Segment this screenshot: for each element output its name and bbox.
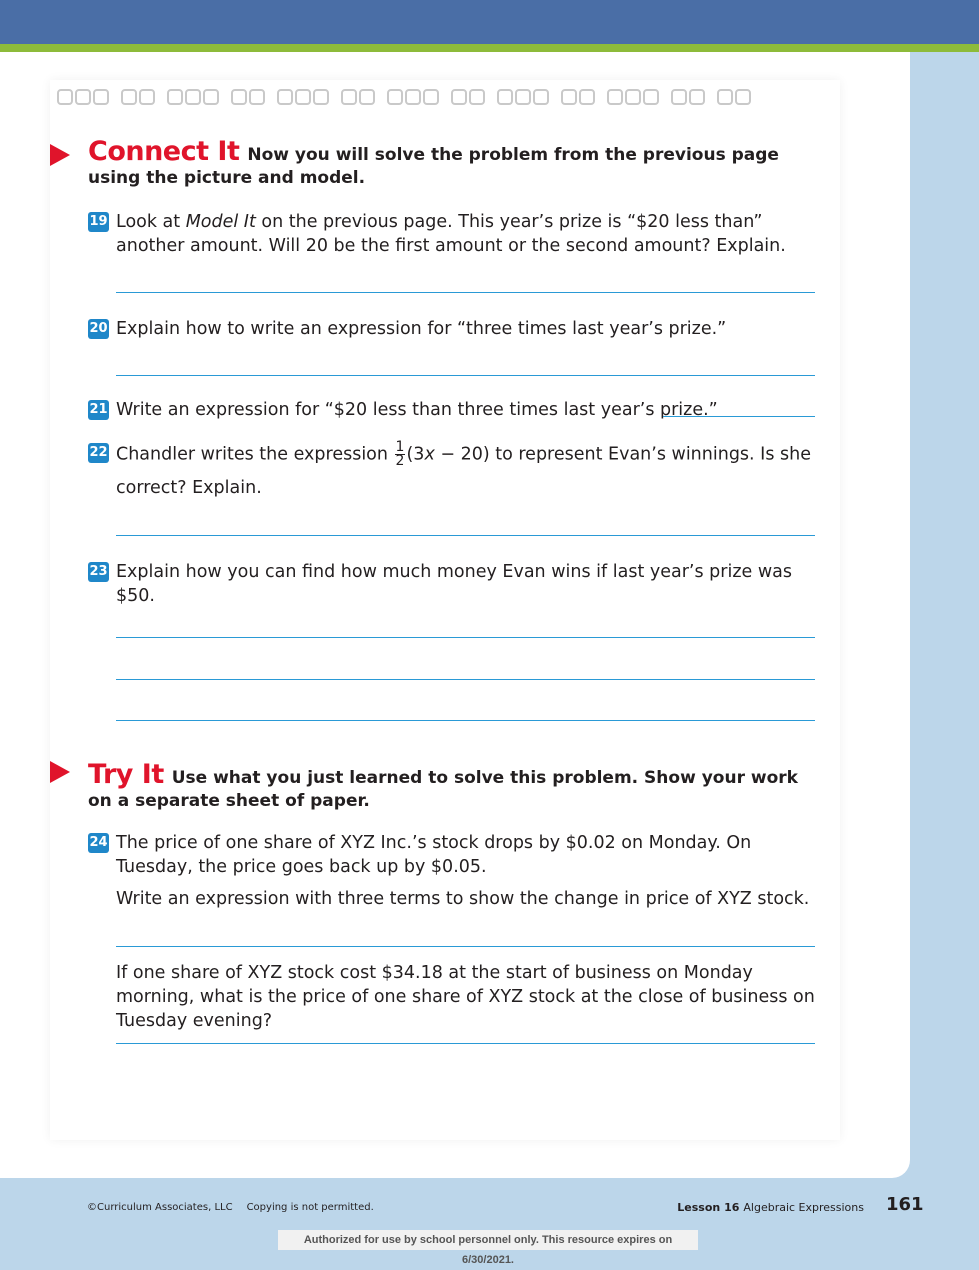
expression-variable: x [424, 444, 435, 465]
fraction-numerator: 1 [395, 439, 405, 455]
question-number-20: 20 [88, 319, 109, 339]
spiral-ring [204, 90, 218, 104]
question-19-model-it: Model It [185, 212, 256, 232]
fraction-denominator: 2 [395, 453, 405, 469]
question-23-text: Explain how you can find how much money Evan wins if last year’s prize was $50. [116, 562, 792, 606]
spiral-ring [278, 90, 292, 104]
footer-lesson [677, 1201, 864, 1214]
answer-line-21[interactable] [663, 416, 815, 417]
spiral-ring [296, 90, 310, 104]
spiral-ring [140, 90, 154, 104]
spiral-ring [342, 90, 356, 104]
header-stripe [0, 44, 979, 52]
page-number: 161 [886, 1194, 924, 1215]
answer-line-19[interactable] [116, 292, 815, 293]
connect-it-intro: Now you will solve the problem from the previous page using the picture and model. [88, 145, 779, 188]
spiral-ring [644, 90, 658, 104]
answer-line-23b[interactable] [116, 679, 815, 680]
answer-line-22[interactable] [116, 535, 815, 536]
spiral-ring [122, 90, 136, 104]
fraction-one-half [395, 441, 406, 468]
spiral-ring [498, 90, 512, 104]
question-22-text-pre: Chandler writes the expression [116, 444, 394, 465]
spiral-ring [388, 90, 402, 104]
spiral-ring [250, 90, 264, 104]
try-it-intro: Use what you just learned to solve this problem. Show your work on a separate sheet of paper. [88, 768, 798, 811]
spiral-ring [360, 90, 374, 104]
lesson-title: Algebraic Expressions [743, 1201, 864, 1214]
question-number-21: 21 [88, 400, 109, 420]
try-it-title: Try It [88, 759, 164, 790]
expression-open: (3 [406, 444, 425, 465]
connect-it-marker [50, 144, 70, 166]
answer-line-23c[interactable] [116, 720, 815, 721]
header-band [0, 0, 979, 44]
footer-left [87, 1202, 388, 1213]
spiral-ring [718, 90, 732, 104]
question-19-text [116, 210, 816, 258]
spiral-ring [626, 90, 640, 104]
try-it-header [88, 759, 818, 813]
spiral-ring [314, 90, 328, 104]
spiral-ring [736, 90, 750, 104]
spiral-rings [56, 82, 836, 112]
spiral-ring [672, 90, 686, 104]
spiral-ring [186, 90, 200, 104]
spiral-ring [58, 90, 72, 104]
spiral-ring [406, 90, 420, 104]
spiral-ring [608, 90, 622, 104]
connect-it-title: Connect It [88, 136, 240, 167]
question-number-19: 19 [88, 212, 109, 232]
spiral-ring [76, 90, 90, 104]
connect-it-header [88, 136, 818, 190]
question-24-text: The price of one share of XYZ Inc.’s stock drops by $0.02 on Monday. On Tuesday, the price goes back up by $0.05. [116, 833, 752, 877]
answer-line-23a[interactable] [116, 637, 815, 638]
spiral-ring [424, 90, 438, 104]
question-24-part2-text: If one share of XYZ stock cost $34.18 at the start of business on Monday morning, what is the price of one share of XYZ stock at the close of business on Tuesday evening? [116, 963, 815, 1031]
spiral-ring [94, 90, 108, 104]
answer-line-24a[interactable] [116, 946, 815, 947]
try-it-marker [50, 761, 70, 783]
copy-notice: Copying is not permitted. [246, 1202, 374, 1213]
spiral-ring [168, 90, 182, 104]
spiral-ring [562, 90, 576, 104]
answer-line-24b[interactable] [116, 1043, 815, 1044]
copyright: ©Curriculum Associates, LLC [87, 1202, 233, 1213]
spiral-ring [516, 90, 530, 104]
spiral-ring [690, 90, 704, 104]
lesson-label: Lesson 16 [677, 1201, 740, 1214]
spiral-ring [452, 90, 466, 104]
question-22-text-line2: correct? Explain. [116, 478, 262, 498]
answer-line-20[interactable] [116, 375, 815, 376]
question-21-text: Write an expression for “$20 less than three times last year’s prize.” [116, 400, 718, 420]
question-19-text-post: on the previous page. This year’s prize is “$20 less than” another amount. Will 20 be the first amount or the second amount? Explain. [116, 212, 786, 256]
question-20-text: Explain how to write an expression for “three times last year’s prize.” [116, 319, 727, 339]
question-19-text-pre: Look at [116, 212, 186, 232]
spiral-ring [580, 90, 594, 104]
question-number-23: 23 [88, 562, 109, 582]
spiral-ring [232, 90, 246, 104]
question-24-part1-text: Write an expression with three terms to show the change in price of XYZ stock. [116, 889, 810, 909]
question-22-text [116, 441, 816, 500]
spiral-ring [470, 90, 484, 104]
question-number-22: 22 [88, 443, 109, 463]
spiral-binding [56, 82, 836, 112]
spiral-ring [534, 90, 548, 104]
question-number-24: 24 [88, 833, 109, 853]
authorization-banner: Authorized for use by school personnel only. This resource expires on 6/30/2021. [278, 1230, 698, 1250]
question-22-text-rest: − 20) to represent Evan’s winnings. Is she [434, 444, 811, 465]
